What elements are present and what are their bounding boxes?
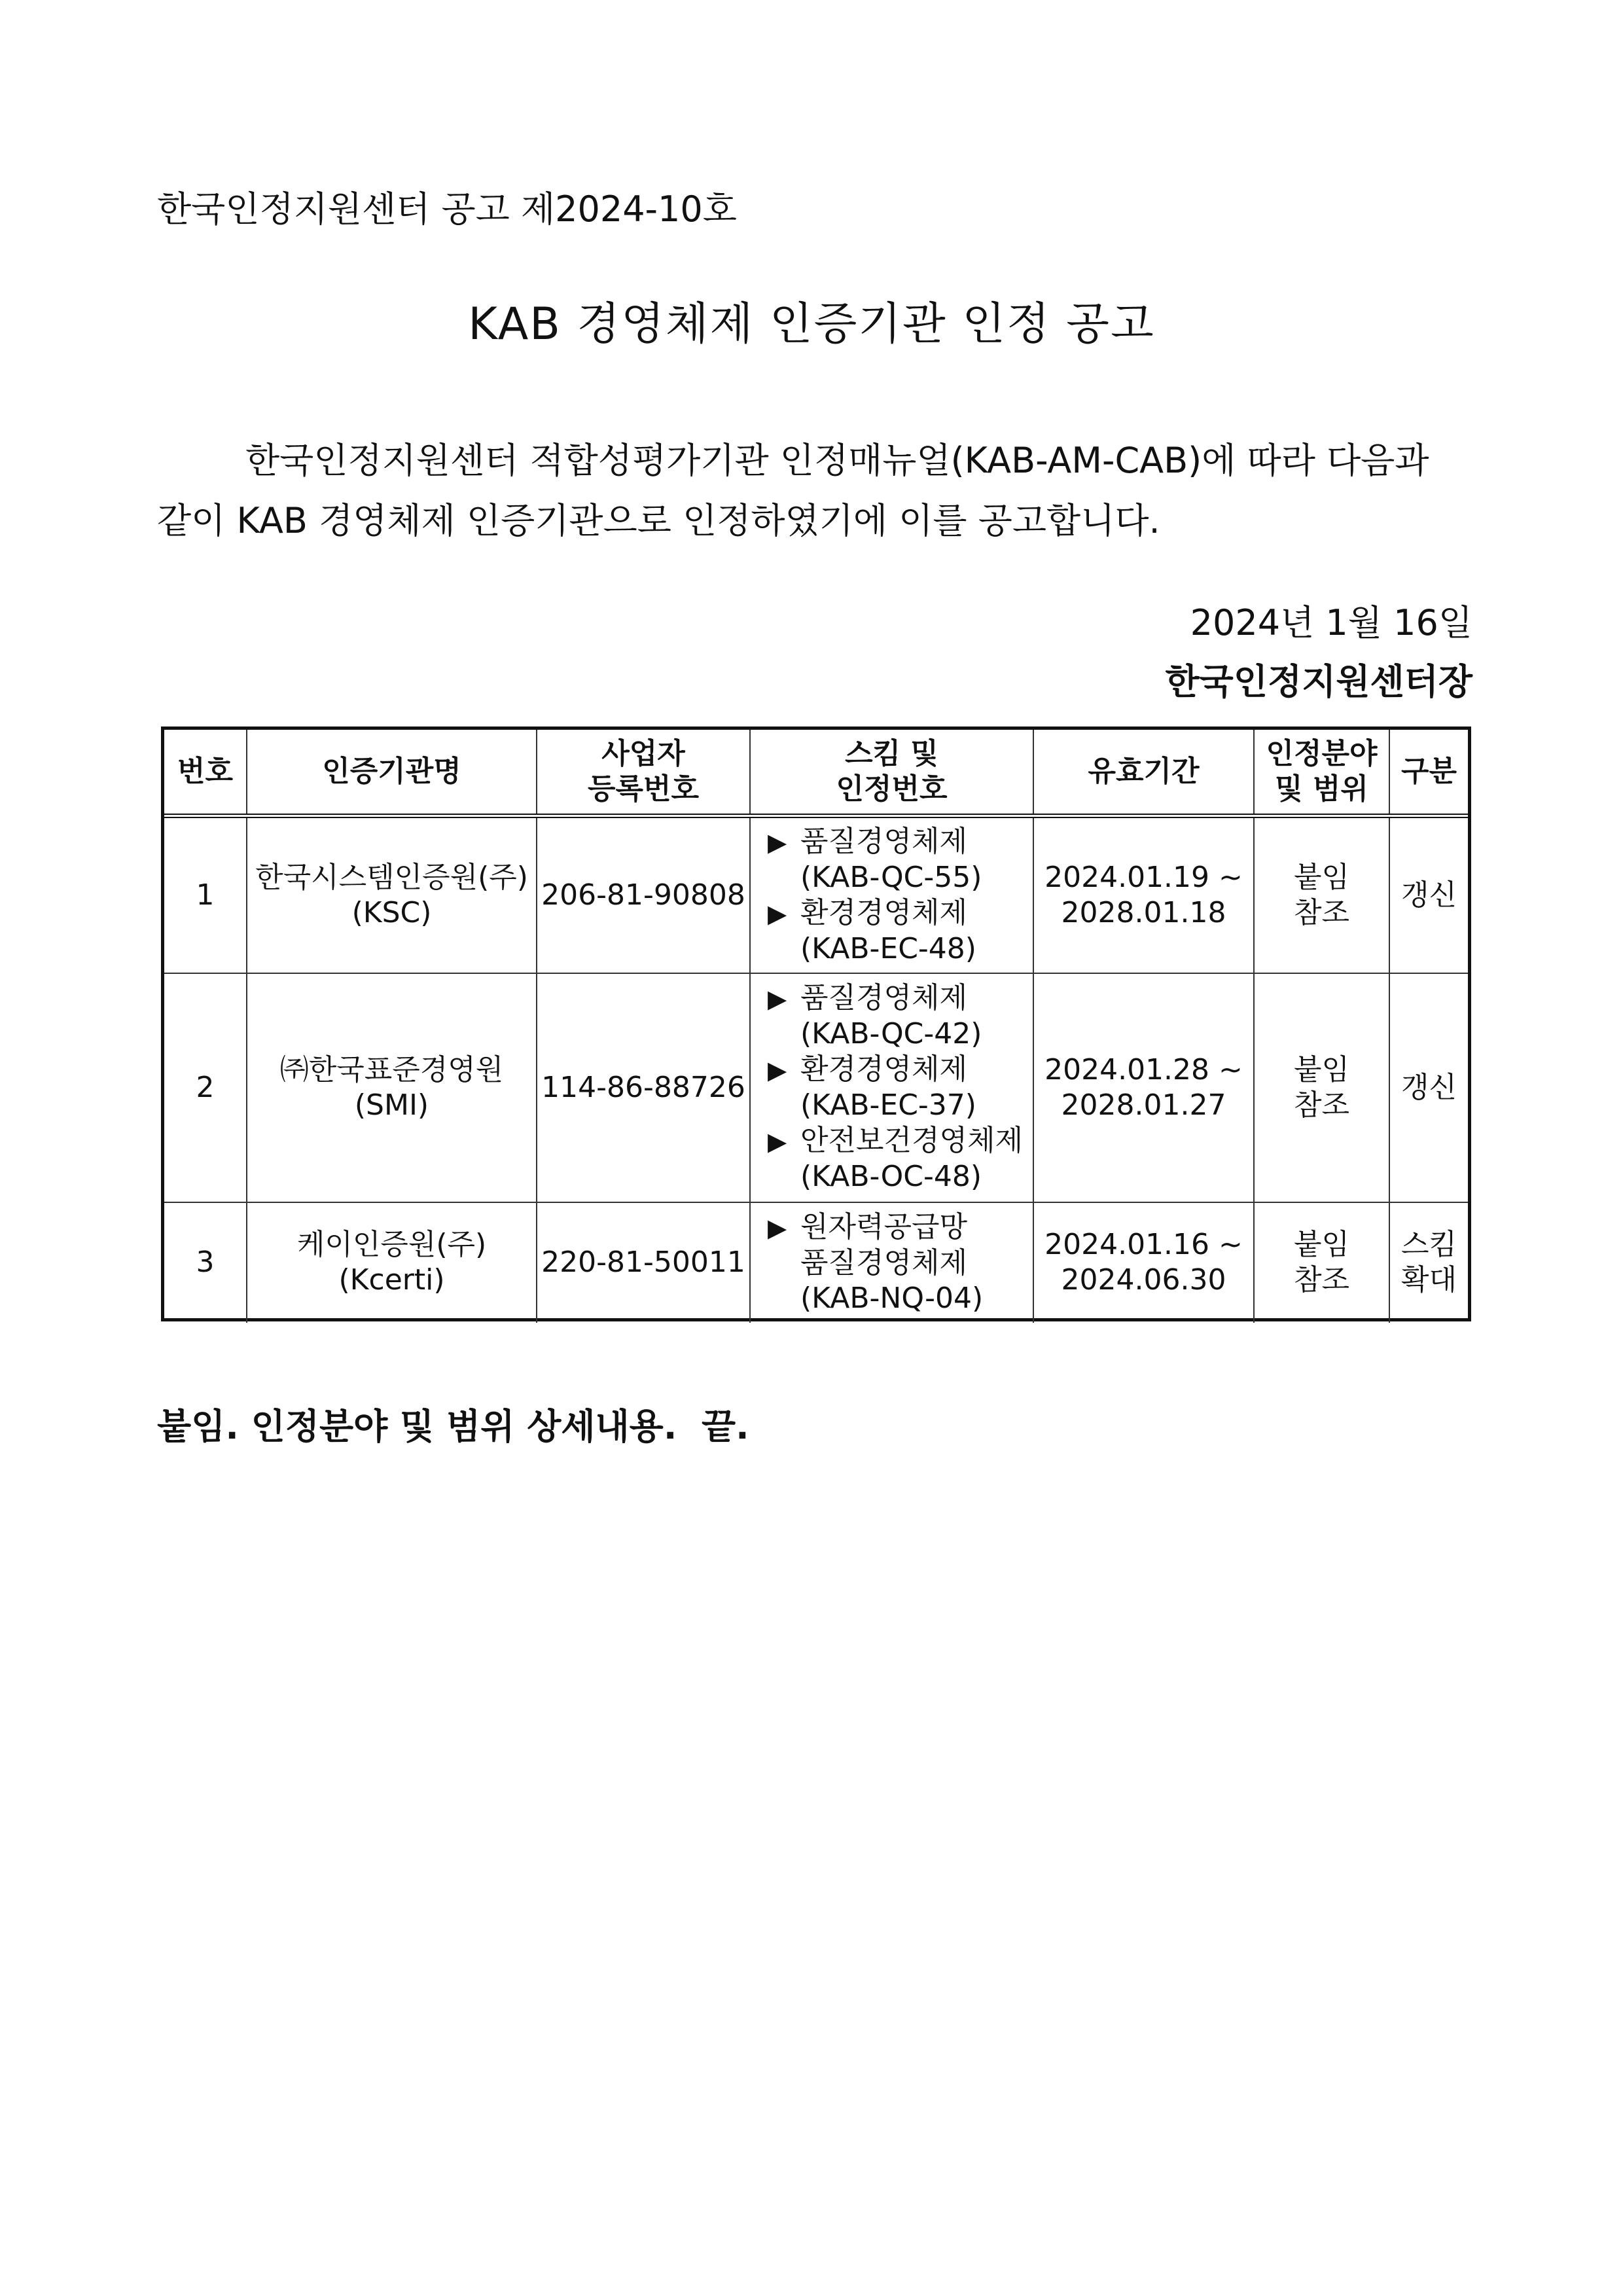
cell-org: 케이인증원(주) (Kcerti) bbox=[247, 1202, 537, 1323]
header-type: 구분 bbox=[1389, 730, 1468, 816]
cell-no: 2 bbox=[164, 973, 247, 1202]
scheme-item: ▶ 환경경영체제 (KAB-EC-37) bbox=[768, 1052, 976, 1122]
cell-scope: 붙임 참조 bbox=[1254, 1202, 1389, 1323]
cell-no: 1 bbox=[164, 816, 247, 973]
accreditation-table-grid bbox=[164, 730, 1468, 1323]
header-no: 번호 bbox=[164, 730, 247, 816]
cell-scope: 붙임 참조 bbox=[1254, 816, 1389, 973]
issuer-name: 한국인정지원센터장 bbox=[1165, 661, 1472, 702]
notice-number: 한국인정지원센터 공고 제2024-10호 bbox=[157, 188, 737, 230]
accreditation-table bbox=[161, 726, 1471, 1321]
cell-org: ㈜한국표준경영원 (SMI) bbox=[247, 973, 537, 1202]
document-title: KAB 경영체제 인증기관 인정 공고 bbox=[468, 298, 1155, 350]
cell-scheme bbox=[750, 816, 1033, 973]
cell-scheme bbox=[750, 1202, 1033, 1323]
cell-type: 갱신 bbox=[1389, 973, 1468, 1202]
cell-validity: 2024.01.16 ~ 2024.06.30 bbox=[1033, 1202, 1254, 1323]
body-line-2: 같이 KAB 경영체제 인증기관으로 인정하였기에 이를 공고합니다. bbox=[157, 500, 1160, 541]
notice-date: 2024년 1월 16일 bbox=[1190, 602, 1472, 643]
header-scope: 인정분야 및 범위 bbox=[1254, 730, 1389, 816]
header-scheme: 스킴 및 인정번호 bbox=[750, 730, 1033, 816]
scheme-item: ▶ 환경경영체제 (KAB-EC-48) bbox=[768, 895, 976, 965]
cell-no: 3 bbox=[164, 1202, 247, 1323]
arrow-right-icon: ▶ bbox=[768, 899, 787, 928]
body-paragraph bbox=[157, 431, 1472, 551]
table-row bbox=[164, 816, 1468, 973]
scheme-item: ▶ 품질경영체제 (KAB-QC-42) bbox=[768, 981, 982, 1050]
header-validity: 유효기간 bbox=[1033, 730, 1254, 816]
header-biz-no: 사업자 등록번호 bbox=[537, 730, 750, 816]
arrow-right-icon: ▶ bbox=[768, 827, 787, 857]
cell-type: 스킴 확대 bbox=[1389, 1202, 1468, 1323]
table-row bbox=[164, 973, 1468, 1202]
table-row bbox=[164, 1202, 1468, 1323]
arrow-right-icon: ▶ bbox=[768, 984, 787, 1013]
attachment-note: 붙임. 인정분야 및 범위 상세내용. 끝. bbox=[157, 1406, 749, 1447]
cell-biz-no: 220-81-50011 bbox=[537, 1202, 750, 1323]
cell-org: 한국시스템인증원(주) (KSC) bbox=[247, 816, 537, 973]
cell-biz-no: 206-81-90808 bbox=[537, 816, 750, 973]
scheme-item: ▶ 원자력공급망 품질경영체제 (KAB-NQ-04) bbox=[768, 1210, 984, 1315]
arrow-right-icon: ▶ bbox=[768, 1056, 787, 1085]
arrow-right-icon: ▶ bbox=[768, 1127, 787, 1156]
scheme-item: ▶ 안전보건경영체제 (KAB-OC-48) bbox=[768, 1124, 1024, 1193]
scheme-item: ▶ 품질경영체제 (KAB-QC-55) bbox=[768, 824, 982, 894]
body-line-1: 한국인정지원센터 적합성평가기관 인정매뉴얼(KAB-AM-CAB)에 따라 다음과 bbox=[245, 440, 1429, 481]
table-header-row bbox=[164, 730, 1468, 816]
cell-validity: 2024.01.19 ~ 2028.01.18 bbox=[1033, 816, 1254, 973]
arrow-right-icon: ▶ bbox=[768, 1213, 787, 1242]
cell-scheme bbox=[750, 973, 1033, 1202]
cell-type: 갱신 bbox=[1389, 816, 1468, 973]
cell-biz-no: 114-86-88726 bbox=[537, 973, 750, 1202]
header-org: 인증기관명 bbox=[247, 730, 537, 816]
cell-validity: 2024.01.28 ~ 2028.01.27 bbox=[1033, 973, 1254, 1202]
cell-scope: 붙임 참조 bbox=[1254, 973, 1389, 1202]
